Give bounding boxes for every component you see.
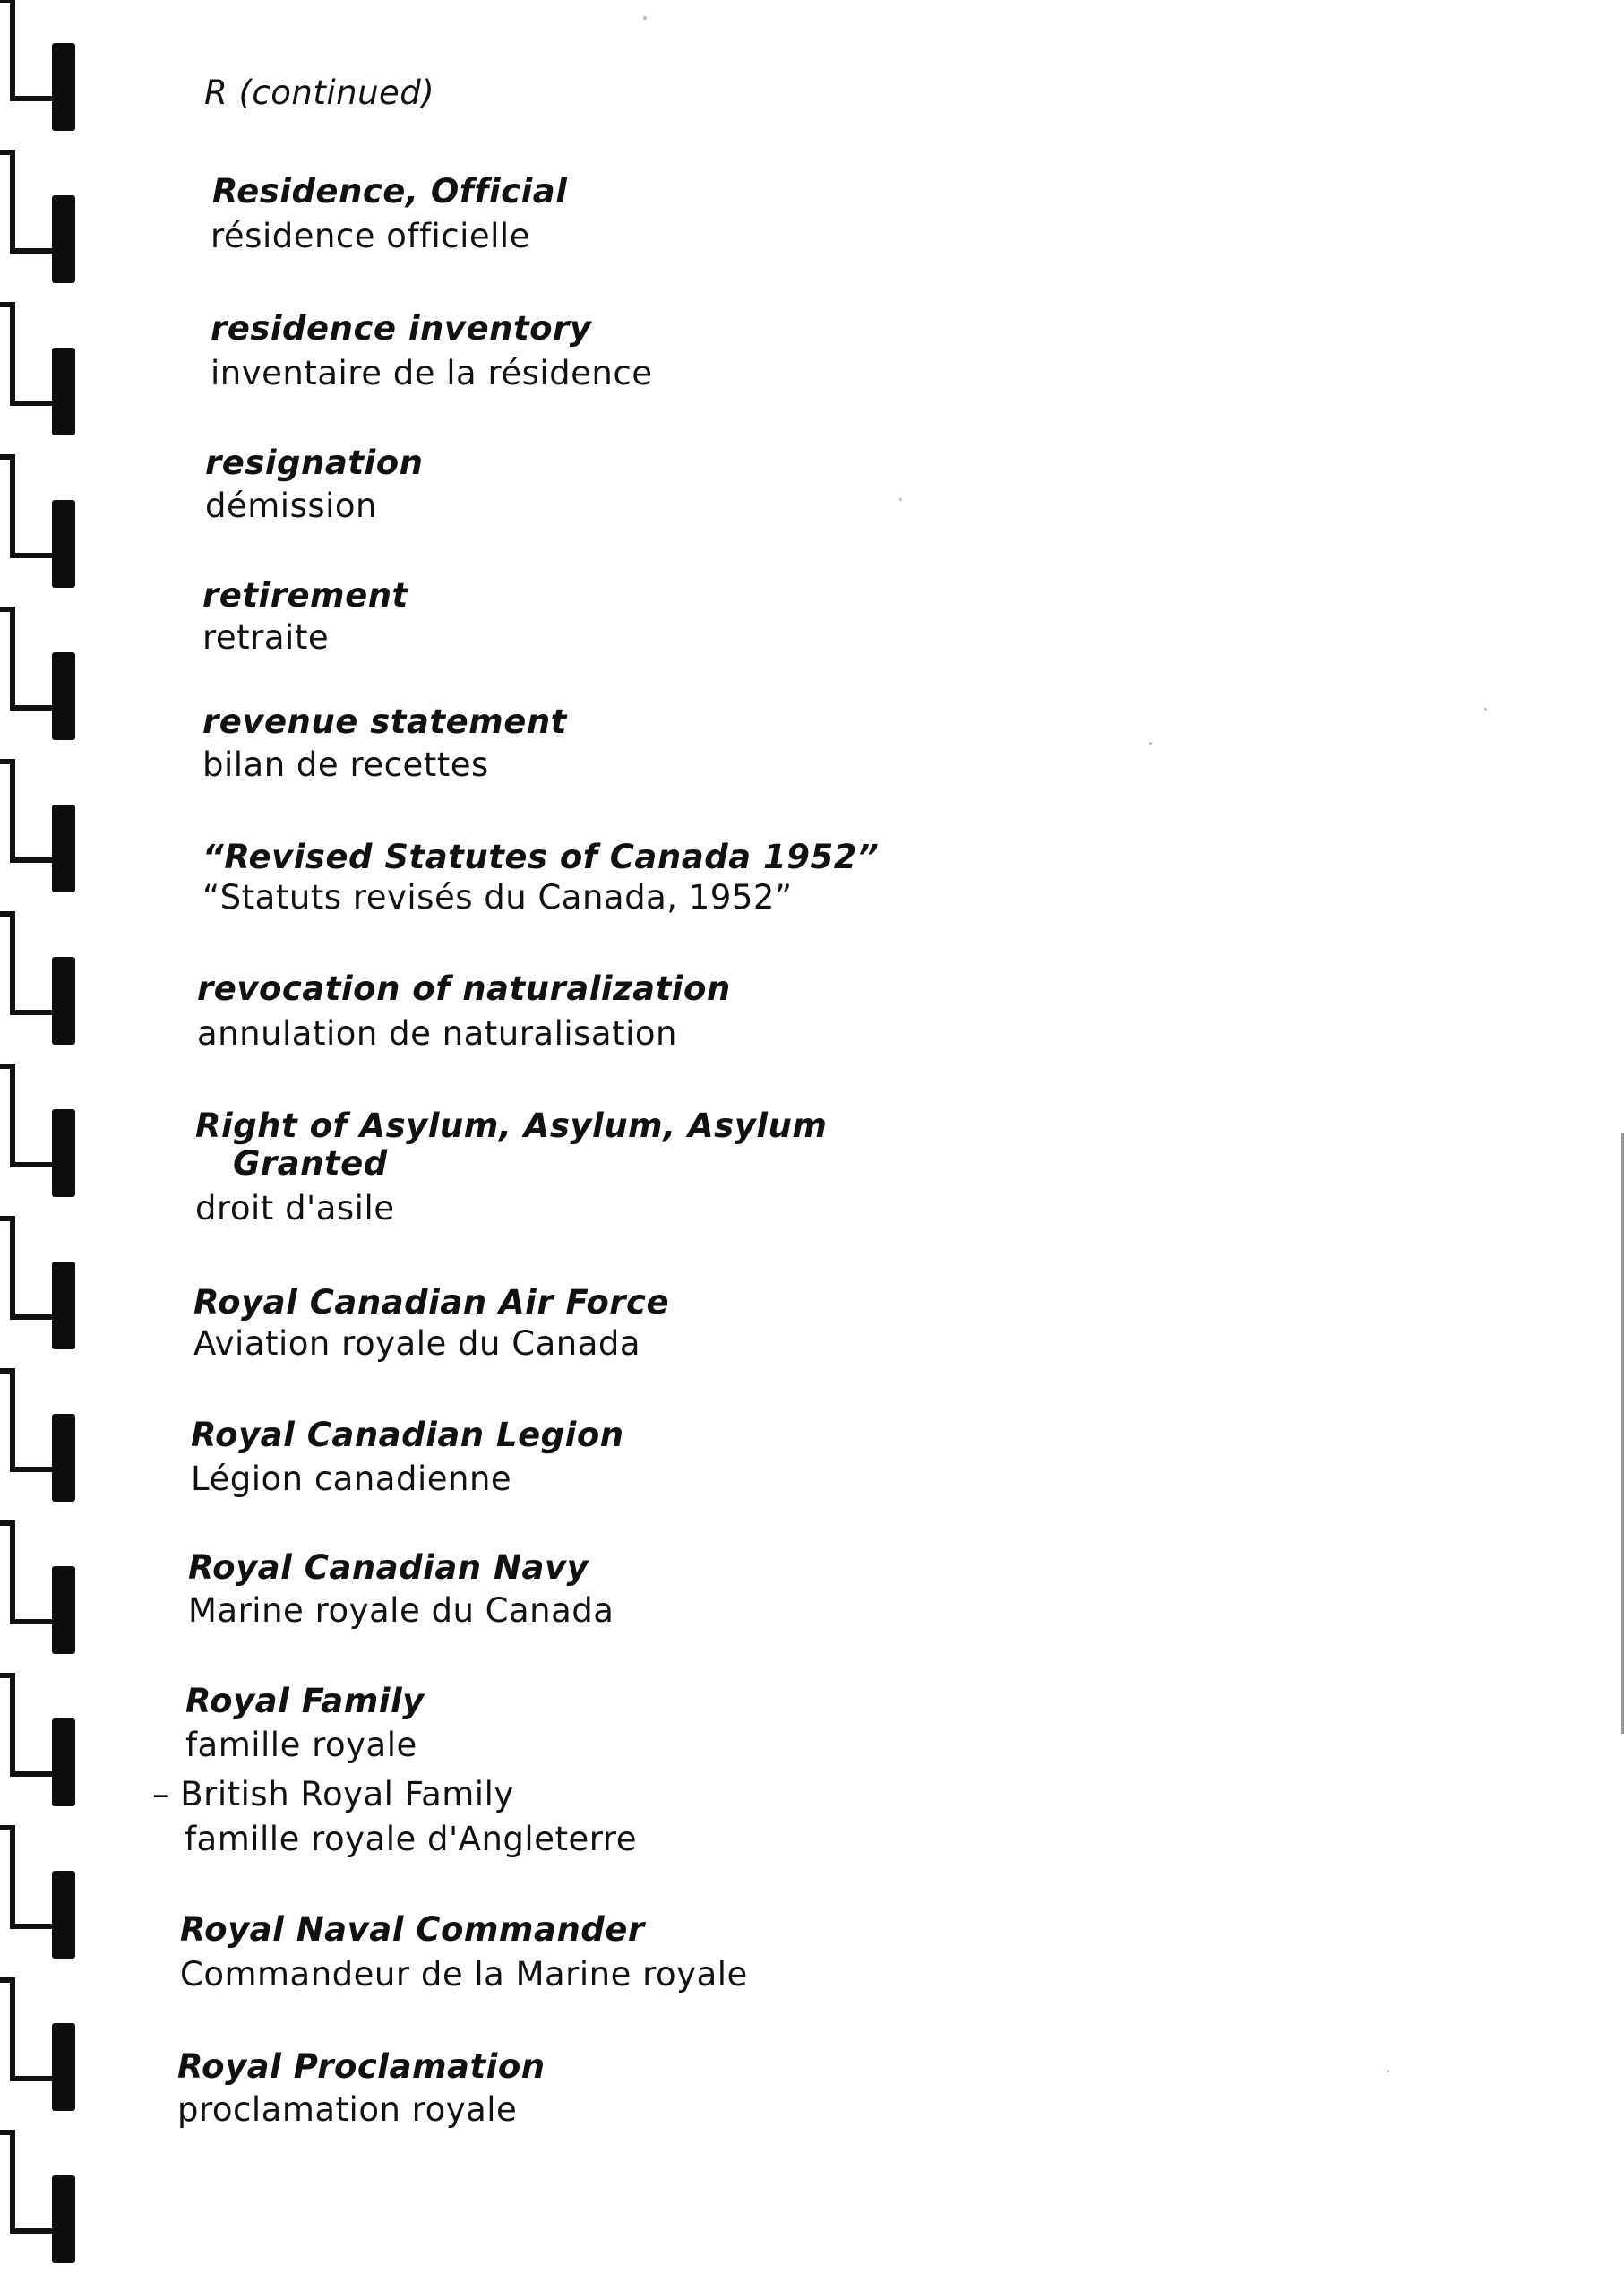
entry-term: revocation of naturalization bbox=[197, 969, 731, 1008]
entry-translation: annulation de naturalisation bbox=[197, 1014, 677, 1053]
entry-term: retirement bbox=[202, 576, 408, 615]
entry-translation: Légion canadienne bbox=[191, 1460, 512, 1498]
entry-translation: “Statuts revisés du Canada, 1952” bbox=[202, 878, 793, 917]
spiral-binding bbox=[0, 0, 99, 2274]
binding-ring bbox=[0, 1371, 75, 1502]
entry-term-continuation: Granted bbox=[233, 1144, 388, 1183]
binding-ring bbox=[0, 1980, 75, 2111]
binding-ring bbox=[0, 152, 75, 283]
entry-term: resignation bbox=[205, 444, 424, 482]
binding-ring bbox=[0, 1066, 75, 1197]
binding-ring bbox=[0, 609, 75, 740]
scan-speck bbox=[1149, 742, 1152, 745]
binding-ring bbox=[0, 1675, 75, 1806]
entry-translation: Aviation royale du Canada bbox=[193, 1324, 641, 1363]
entry-translation: inventaire de la résidence bbox=[211, 354, 653, 392]
entry-term: Royal Proclamation bbox=[177, 2047, 546, 2086]
entry-translation: Marine royale du Canada bbox=[188, 1591, 614, 1630]
binding-ring bbox=[0, 457, 75, 588]
entry-translation: bilan de recettes bbox=[202, 745, 489, 784]
scan-speck bbox=[1484, 708, 1487, 711]
entry-term: revenue statement bbox=[202, 702, 567, 741]
entry-translation: retraite bbox=[202, 618, 330, 657]
entry-term: Royal Naval Commander bbox=[180, 1910, 645, 1949]
binding-ring bbox=[0, 1828, 75, 1959]
entry-term: Royal Family bbox=[185, 1682, 425, 1720]
entry-translation: droit d'asile bbox=[195, 1189, 395, 1227]
entry-term: “Revised Statutes of Canada 1952” bbox=[202, 838, 880, 876]
entry-term: Royal Canadian Air Force bbox=[193, 1283, 670, 1322]
entry-subterm: – British Royal Family bbox=[152, 1775, 514, 1813]
entry-translation: résidence officielle bbox=[211, 217, 530, 255]
entry-term: Royal Canadian Legion bbox=[191, 1416, 624, 1454]
entry-term: Residence, Official bbox=[212, 172, 568, 211]
entry-term: Right of Asylum, Asylum, Asylum bbox=[195, 1107, 828, 1145]
binding-ring bbox=[0, 2132, 75, 2263]
entry-term: Royal Canadian Navy bbox=[188, 1548, 589, 1587]
binding-ring bbox=[0, 762, 75, 892]
entry-translation: Commandeur de la Marine royale bbox=[180, 1955, 748, 1994]
entry-translation: famille royale bbox=[185, 1726, 417, 1764]
entry-subtranslation: famille royale d'Angleterre bbox=[185, 1820, 637, 1858]
entry-term: residence inventory bbox=[211, 309, 592, 348]
binding-ring bbox=[0, 0, 75, 131]
binding-ring bbox=[0, 305, 75, 435]
scan-speck bbox=[1387, 2070, 1389, 2072]
binding-ring bbox=[0, 1219, 75, 1349]
scan-speck bbox=[643, 16, 647, 20]
entry-translation: proclamation royale bbox=[177, 2090, 518, 2129]
section-header: R (continued) bbox=[204, 73, 435, 112]
scan-speck bbox=[899, 498, 902, 501]
binding-ring bbox=[0, 1523, 75, 1654]
entry-translation: démission bbox=[205, 487, 377, 525]
binding-ring bbox=[0, 914, 75, 1045]
